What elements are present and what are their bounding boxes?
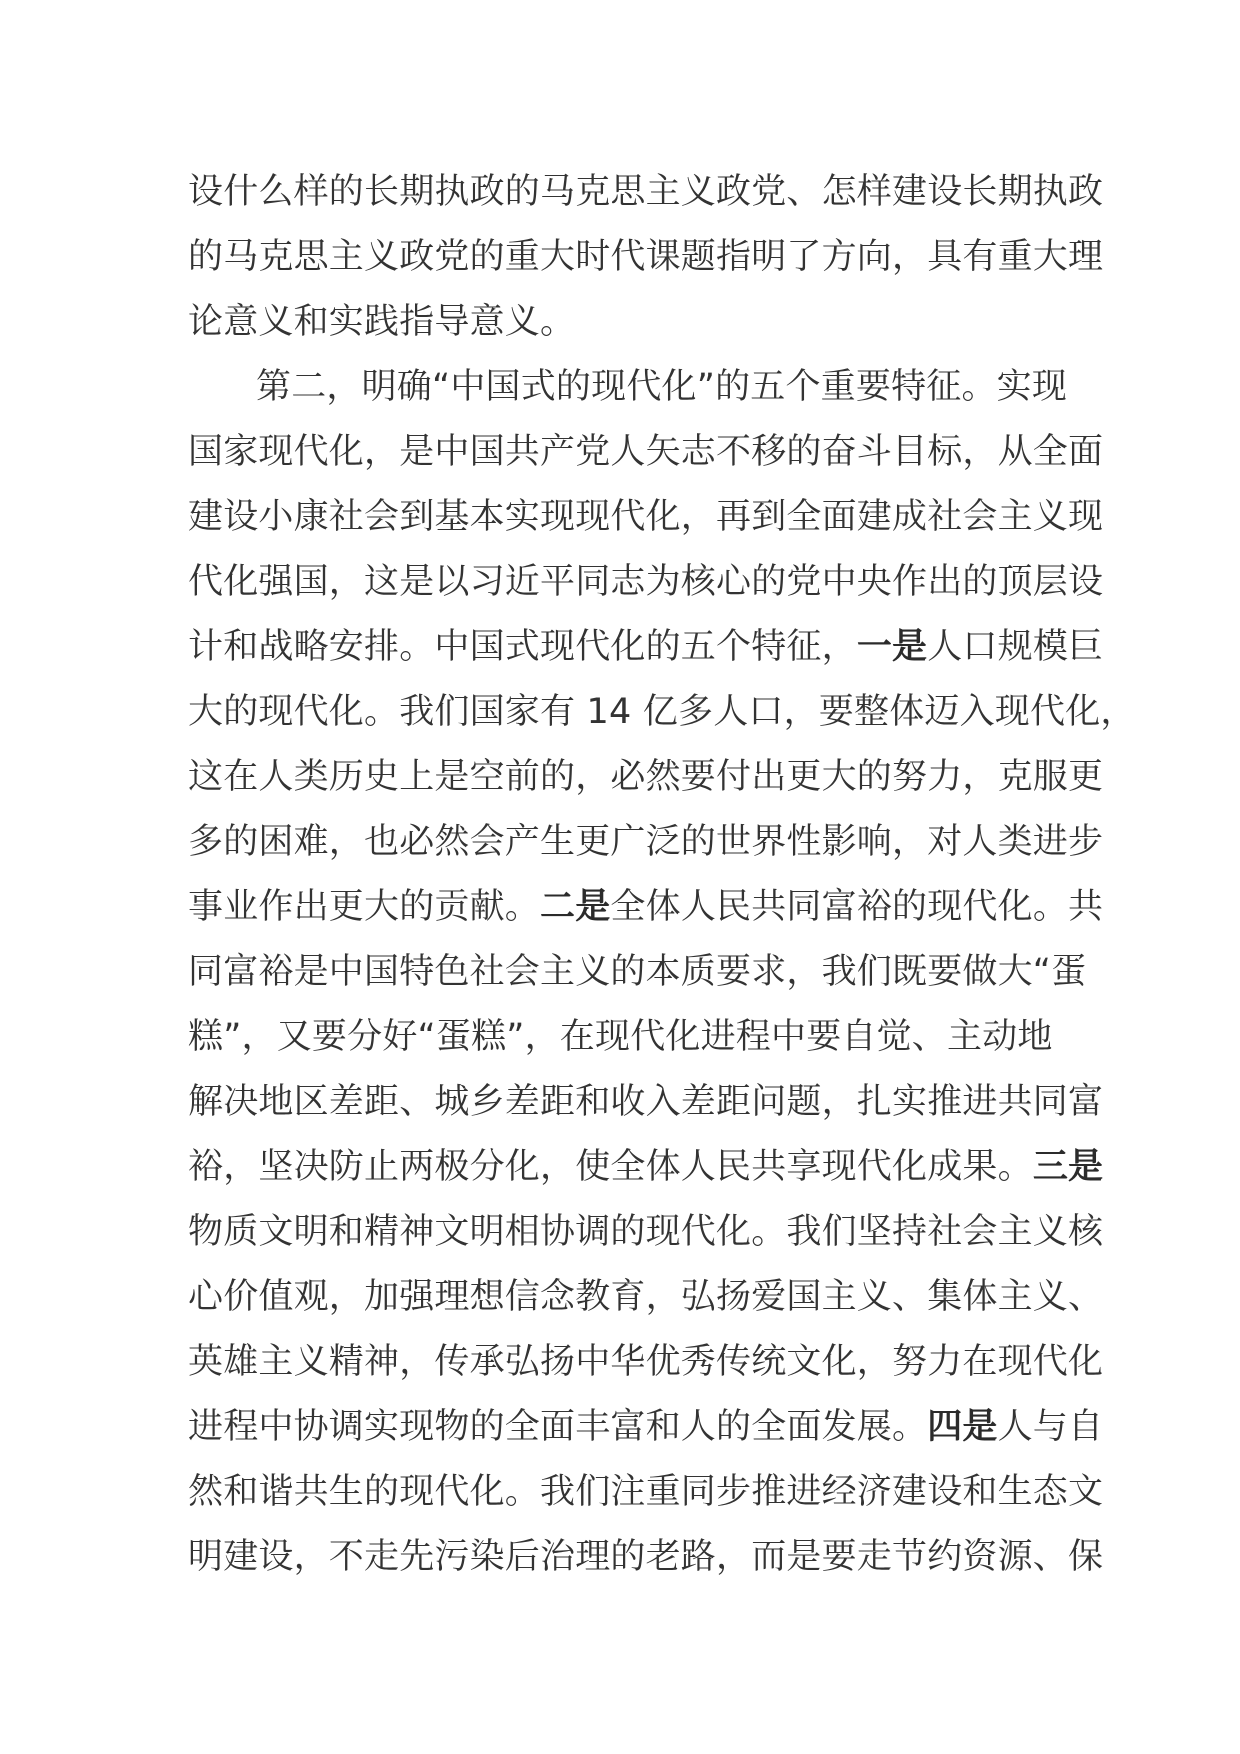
- text-line: [188, 420, 1104, 485]
- text-line: [188, 615, 1104, 680]
- text-segment: 进程中协调实现物的全面丰富和人的全面发展。: [188, 1407, 928, 1447]
- text-line: [188, 160, 1104, 225]
- text-line: [188, 225, 1104, 290]
- text-segment: 大的现代化。我们国家有 14 亿多人口，要整体迈入现代化，: [188, 692, 1136, 732]
- text-segment: 建设小康社会到基本实现现代化，再到全面建成社会主义现: [188, 497, 1104, 537]
- text-line: [188, 680, 1136, 745]
- text-line: [188, 1460, 1104, 1525]
- text-segment: 裕，坚决防止两极分化，使全体人民共享现代化成果。: [188, 1147, 1033, 1187]
- bold-enumerator: 三是: [1032, 1147, 1104, 1187]
- text-segment: 的马克思主义政党的重大时代课题指明了方向，具有重大理: [188, 237, 1104, 277]
- text-segment: 物质文明和精神文明相协调的现代化。我们坚持社会主义核: [188, 1212, 1104, 1252]
- text-line: [188, 1330, 1104, 1395]
- text-segment: 人与自: [997, 1407, 1104, 1447]
- text-segment: 同富裕是中国特色社会主义的本质要求，我们既要做大“蛋: [188, 952, 1087, 992]
- text-line: [188, 1265, 1104, 1330]
- text-segment: 英雄主义精神，传承弘扬中华优秀传统文化，努力在现代化: [188, 1342, 1104, 1382]
- text-segment: 人口规模巨: [927, 627, 1104, 667]
- bold-enumerator: 二是: [540, 887, 611, 927]
- text-segment: 事业作出更大的贡献。: [188, 887, 541, 927]
- text-segment: 国家现代化，是中国共产党人矢志不移的奋斗目标，从全面: [188, 432, 1104, 472]
- bold-enumerator: 一是: [856, 627, 928, 667]
- text-segment: 糕”，又要分好“蛋糕”，在现代化进程中要自觉、主动地: [188, 1017, 1053, 1057]
- text-segment: 明建设，不走先污染后治理的老路，而是要走节约资源、保: [188, 1537, 1104, 1577]
- text-line: [188, 550, 1104, 615]
- text-segment: 代化强国，这是以习近平同志为核心的党中央作出的顶层设: [188, 562, 1104, 602]
- text-line: [188, 940, 1087, 1005]
- text-line: [188, 485, 1104, 550]
- text-line: [188, 875, 1104, 940]
- text-segment: 计和战略安排。中国式现代化的五个特征，: [188, 627, 857, 667]
- text-line: [188, 1070, 1104, 1135]
- text-segment: 心价值观，加强理想信念教育，弘扬爱国主义、集体主义、: [188, 1277, 1104, 1317]
- text-line: [188, 1200, 1104, 1265]
- text-segment: 第二，明确“中国式的现代化”的五个重要特征。实现: [256, 367, 1068, 407]
- text-segment: 全体人民共同富裕的现代化。共: [610, 887, 1104, 927]
- text-segment: 这在人类历史上是空前的，必然要付出更大的努力，克服更: [188, 757, 1104, 797]
- text-line: [188, 290, 1068, 355]
- text-line: [188, 1005, 1068, 1070]
- text-line: [188, 1395, 1104, 1460]
- text-line: [188, 745, 1104, 810]
- text-segment: 然和谐共生的现代化。我们注重同步推进经济建设和生态文: [188, 1472, 1104, 1512]
- document-body: [188, 160, 1136, 1590]
- text-line: [188, 1525, 1104, 1590]
- text-segment: 多的困难，也必然会产生更广泛的世界性影响，对人类进步: [188, 822, 1104, 862]
- text-segment: 设什么样的长期执政的马克思主义政党、怎样建设长期执政: [188, 172, 1104, 212]
- text-line: [188, 355, 1068, 420]
- text-segment: 解决地区差距、城乡差距和收入差距问题，扎实推进共同富: [188, 1082, 1104, 1122]
- text-segment: 论意义和实践指导意义。: [188, 302, 576, 342]
- text-line: [188, 810, 1104, 875]
- text-line: [188, 1135, 1104, 1200]
- bold-enumerator: 四是: [927, 1407, 998, 1447]
